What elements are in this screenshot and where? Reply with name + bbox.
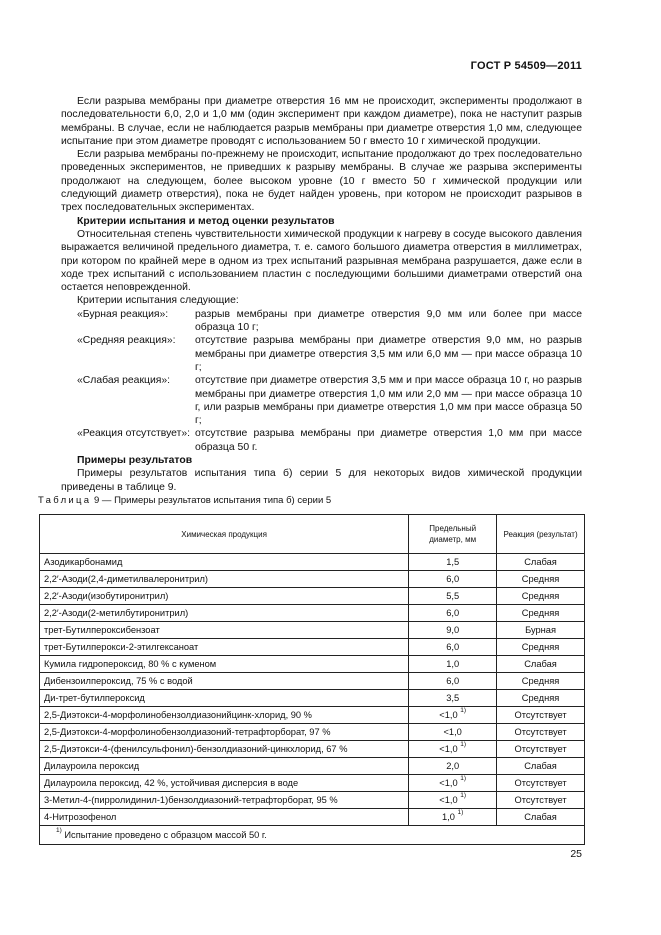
cell-product: 2,2′-Азоди(2-метилбутиронитрил) [40,605,409,622]
diameter-value: 2,0 [446,760,460,771]
cell-reaction: Средняя [497,571,585,588]
cell-diameter [409,673,497,690]
cell-reaction: Бурная [497,622,585,639]
footnote-ref: 1) [460,707,467,715]
cell-reaction: Отсутствует [497,775,585,792]
table-row [40,554,585,571]
cell-diameter [409,792,497,809]
table-row [40,707,585,724]
cell-product: Азодикарбонамид [40,554,409,571]
cell-reaction: Отсутствует [497,792,585,809]
cell-product: 2,5-Диэтокси-4-морфолинобензолдиазоний-тетрафторборат, 97 % [40,724,409,741]
criteria-heading: Критерии испытания и метод оценки результатов [77,215,335,227]
diameter-value: <1,0 [439,777,458,788]
table-row [40,690,585,707]
cell-diameter [409,809,497,826]
diameter-value: <1,0 [439,709,458,720]
doc-header: ГОСТ Р 54509—2011 [470,60,582,72]
cell-diameter [409,656,497,673]
table-row [40,724,585,741]
criterion-value: отсутствие при диаметре отверстия 3,5 мм и при массе образца 10 г, но разрыв мембраны при диаметре отверстия 1,0 мм или 2,0 мм — при массе образца 10 г, или разрыв мембраны при диаметре отверстия 1,0 мм при массе образца 50 г; [195,375,582,427]
cell-product: Дибензоилпероксид, 75 % с водой [40,673,409,690]
diameter-value: <1,0 [439,794,458,805]
criterion-value: разрыв мембраны при диаметре отверстия 9,0 мм или более при массе образца 10 г; [195,308,582,334]
diameter-value: 1,5 [446,556,460,567]
criterion-violent [61,308,582,335]
cell-product: 2,2′-Азоди(изобутиронитрил) [40,588,409,605]
table-row [40,639,585,656]
criterion-value: отсутствие разрыва мембраны при диаметре отверстия 1,0 мм при массе образца 50 г. [195,428,582,453]
table-caption-text: — Примеры результатов испытания типа б) серии 5 [99,495,332,506]
cell-reaction: Средняя [497,673,585,690]
diameter-value: 5,5 [446,590,460,601]
table-row [40,775,585,792]
header-product: Химическая продукция [40,515,409,554]
cell-diameter [409,554,497,571]
diameter-value: 6,0 [446,607,460,618]
paragraph: Если разрыва мембраны при диаметре отверстия 16 мм не происходит, эксперименты продолжают в последовательности 6,0, 2,0 и 1,0 мм (один эксперимент при каждом диаметре), пока не наступит разрыв мембраны. В случае, если не наблюдается разрыв мембраны при диаметре отверстия 1,0 мм, следующее испытание при этом диаметре проводят с использованием 50 г вместо 10 г химической продукции. [61,96,582,147]
cell-product: 2,2′-Азоди(2,4-диметилвалеронитрил) [40,571,409,588]
footnote-text: Испытание проведено с образцом массой 50 г. [61,829,267,840]
cell-reaction: Средняя [497,639,585,656]
criterion-none [61,427,582,454]
diameter-value: 1,0 [442,811,455,822]
cell-diameter [409,588,497,605]
criterion-key: «Бурная реакция»: [77,308,169,320]
table-row [40,571,585,588]
table-row [40,809,585,826]
table-row [40,758,585,775]
criterion-key: «Средняя реакция»: [77,335,176,347]
diameter-value: 6,0 [446,641,460,652]
diameter-value: 6,0 [446,675,460,686]
cell-diameter [409,775,497,792]
criterion-value: отсутствие разрыва мембраны при диаметре отверстия 9,0 мм, но разрыв мембраны при диаметре отверстия 3,5 мм или 6,0 мм — при массе образца 10 г; [195,335,582,373]
cell-product: трет-Бутилперокси-2-этилгексаноат [40,639,409,656]
cell-reaction: Отсутствует [497,724,585,741]
header-reaction: Реакция (результат) [497,515,585,554]
cell-reaction: Средняя [497,588,585,605]
cell-product: 2,5-Диэтокси-4-(фенилсульфонил)-бензолдиазоний-цинкхлорид, 67 % [40,741,409,758]
cell-product: трет-Бутилпероксибензоат [40,622,409,639]
criteria-paragraph: Относительная степень чувствительности химической продукции к нагреву в сосуде высокого давления выражается величиной предельного диаметра, т. е. самого большого диаметра отверстия в миллиметрах, при котором по крайней мере в одном из трех испытаний разрывная мембрана разрушается, даже если в ходе трех испытаний с использованием пластин с последующими большими диаметрами отверстий она остается неповрежденной. [61,228,582,294]
cell-product: Дилауроила пероксид [40,758,409,775]
table-row [40,673,585,690]
cell-diameter [409,741,497,758]
cell-product: 2,5-Диэтокси-4-морфолинобензолдиазонийцинк-хлорид, 90 % [40,707,409,724]
table-footnote [40,826,585,845]
diameter-value: 6,0 [446,573,460,584]
criterion-key: «Слабая реакция»: [77,375,171,387]
body-text [61,95,582,494]
examples-paragraph: Примеры результатов испытания типа б) серии 5 для некоторых видов химической продукции приведены в таблице 9. [61,468,582,493]
criterion-medium [61,334,582,374]
table-row [40,622,585,639]
criterion-key: «Реакция отсутствует»: [77,428,191,440]
criteria-intro: Критерии испытания следующие: [77,295,239,307]
table-caption [38,495,331,506]
table-row [40,792,585,809]
table-header-row [40,515,585,554]
table-body [40,554,585,826]
cell-product: Дилауроила пероксид, 42 %, устойчивая дисперсия в воде [40,775,409,792]
footnote-ref: 1) [460,741,467,749]
results-table [39,514,585,845]
cell-diameter [409,724,497,741]
table-caption-number: 9 [94,495,100,506]
diameter-value: 1,0 [446,658,460,669]
table-row [40,656,585,673]
cell-diameter [409,622,497,639]
cell-reaction: Слабая [497,554,585,571]
examples-heading: Примеры результатов [77,455,193,467]
cell-reaction: Отсутствует [497,707,585,724]
cell-product: 4-Нитрозофенол [40,809,409,826]
cell-diameter [409,571,497,588]
table-footnote-row [40,826,585,845]
cell-reaction: Средняя [497,690,585,707]
cell-reaction: Слабая [497,656,585,673]
cell-reaction: Отсутствует [497,741,585,758]
cell-reaction: Слабая [497,758,585,775]
criterion-low [61,374,582,427]
diameter-value: 3,5 [446,692,460,703]
cell-reaction: Слабая [497,809,585,826]
footnote-ref: 1) [460,775,467,783]
table-row [40,588,585,605]
cell-diameter [409,690,497,707]
table-row [40,605,585,622]
diameter-value: <1,0 [439,743,458,754]
cell-diameter [409,707,497,724]
diameter-value: 9,0 [446,624,460,635]
footnote-mark: 1) [56,827,62,835]
paragraph: Если разрыва мембраны по-прежнему не происходит, испытание продолжают до трех последовательно проведенных экспериментов, не приведших к разрыву мембраны. В случае же разрыва эксперименты продолжают на следующем, более высоком уровне (10 г вместо 50 г химической продукции или следующий диаметр отверстия), пока не будет найден уровень, при котором не происходит разрывов в трех последовательных экспериментах. [61,149,582,214]
cell-product: Кумила гидропероксид, 80 % с куменом [40,656,409,673]
table-row [40,741,585,758]
header-diameter: Предельный диаметр, мм [409,515,497,554]
cell-diameter [409,605,497,622]
cell-diameter [409,758,497,775]
page-number: 25 [570,848,582,860]
diameter-value: <1,0 [443,726,462,737]
cell-diameter [409,639,497,656]
cell-reaction: Средняя [497,605,585,622]
footnote-ref: 1) [457,809,464,817]
cell-product: Ди-трет-бутилпероксид [40,690,409,707]
footnote-ref: 1) [460,792,467,800]
table-caption-label: Таблица [38,495,92,506]
cell-product: 3-Метил-4-(пирролидинил-1)бензолдиазоний-тетрафторборат, 95 % [40,792,409,809]
